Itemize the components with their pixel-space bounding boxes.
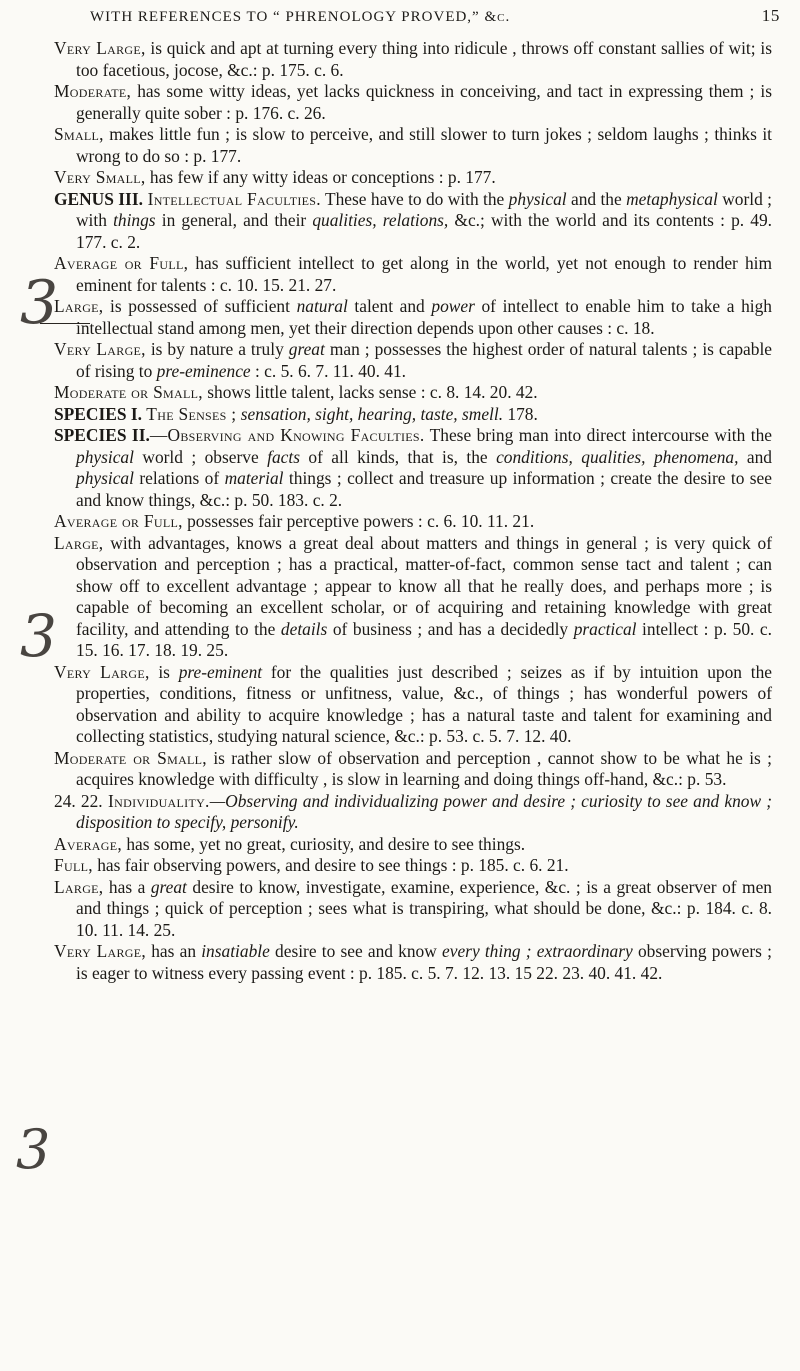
running-title: WITH REFERENCES TO “ PHRENOLOGY PROVED,” &c. xyxy=(90,9,511,25)
running-header xyxy=(90,6,780,26)
margin-mark: 3 xyxy=(20,602,57,670)
margin-mark: 3 xyxy=(20,268,59,338)
entry-very-large-observing: Very Large, is pre-eminent for the qualities just described ; seizes as if by intuition upon the properties, conditions, fitness or unfitness, value, &c., of things ; has wonderful powers of observation and ability to acquire knowledge ; has a natural taste and talent for examining and collecting statistics, studying natural science, &c.: p. 53. c. 5. 7. 12. 40. xyxy=(54,661,772,746)
margin-mark: 3 xyxy=(16,1118,51,1181)
entry-moderate-mirth: Moderate, has some witty ideas, yet lacks quickness in conceiving, and tact in expressing them ; is generally quite sober : p. 176. c. 26. xyxy=(54,81,772,123)
page-body xyxy=(54,38,772,984)
entry-average-intellect: Average or Full, has sufficient intellect to get along in the world, yet not enough to render him eminent for talents : c. 10. 15. 21. 27. xyxy=(54,253,772,295)
entry-small-mirth: Small, makes little fun ; is slow to perceive, and still slower to turn jokes ; seldom laughs ; thinks it wrong to do so : p. 177. xyxy=(54,124,772,166)
entry-very-small-mirth: Very Small, has few if any witty ideas or conceptions : p. 177. xyxy=(54,167,496,187)
entry-large-individuality: Large, has a great desire to know, investigate, examine, experience, &c. ; is a great observer of men and things ; quick of perception ; sees what is transpiring, what should be done, &c.: p. 184. c. 8. 10. 11. 14. 25. xyxy=(54,876,773,940)
entry-very-large-individuality: Very Large, has an insatiable desire to see and know every thing ; extraordinary observing powers ; is eager to witness every passing event : p. 185. c. 5. 7. 12. 13. 15 22. 23. 40. 41. 42. xyxy=(54,941,772,983)
entry-large-observing: Large, with advantages, knows a great deal about matters and things in general ; is very quick of observation and perception ; has a practical, matter-of-fact, common sense tact and talent ; can show off to excellent advantage ; appear to know all that he really does, and perhaps more ; is capable of becoming an excellent scholar, or of acquiring and retaining knowledge with great facility, and attending to the details of business ; and has a decidedly practical intellect : p. 50. c. 15. 16. 17. 18. 19. 25. xyxy=(54,532,773,660)
entry-moderate-intellect: Moderate or Small, shows little talent, lacks sense : c. 8. 14. 20. 42. xyxy=(54,382,538,402)
entry-average-individuality: Average, has some, yet no great, curiosity, and desire to see things. xyxy=(54,833,526,854)
entry-large-intellect: Large, is possessed of sufficient natural talent and power of intellect to enable him to take a high intellectual stand among men, yet their direction depends upon other causes : c. 18. xyxy=(54,296,772,338)
entry-full-individuality: Full, has fair observing powers, and desire to see things : p. 185. c. 6. 21. xyxy=(54,855,569,875)
page-number: 15 xyxy=(761,6,780,25)
entry-very-large-mirth: Very Large, is quick and apt at turning every thing into ridicule , throws off constant sallies of wit; is too facetious, jocose, &c.: p. 175. c. 6. xyxy=(54,38,772,80)
entry-very-large-intellect: Very Large, is by nature a truly great man ; possesses the highest order of natural talents ; is capable of rising to pre-eminence : c. 5. 6. 7. 11. 40. 41. xyxy=(54,339,773,381)
entry-moderate-observing: Moderate or Small, is rather slow of observation and perception , cannot show to be what he is ; acquires knowledge with difficulty , is slow in learning and doing things off-hand, &c.: p. 53. xyxy=(54,747,772,789)
species-i-heading: SPECIES I. The Senses ; sensation, sight, hearing, taste, smell. 178. xyxy=(54,403,538,424)
individuality-heading: 24. 22. Individuality.—Observing and individualizing power and desire ; curiosity to see and know ; disposition to specify, personify. xyxy=(54,790,772,832)
entry-average-observing: Average or Full, possesses fair perceptive powers : c. 6. 10. 11. 21. xyxy=(54,511,535,531)
species-ii-heading: SPECIES II.—Observing and Knowing Faculties. These bring man into direct intercourse with the physical world ; observe facts of all kinds, that is, the conditions, qualities, phenomena, and physical relations of material things ; collect and treasure up information ; create the desire to see and know things, &c.: p. 50. 183. c. 2. xyxy=(54,425,772,510)
genus-iii-heading: GENUS III. Intellectual Faculties. These have to do with the physical and the metaphysical world ; with things in general, and their qualities, relations, &c.; with the world and its contents : p. 49. 177. c. 2. xyxy=(54,188,772,252)
